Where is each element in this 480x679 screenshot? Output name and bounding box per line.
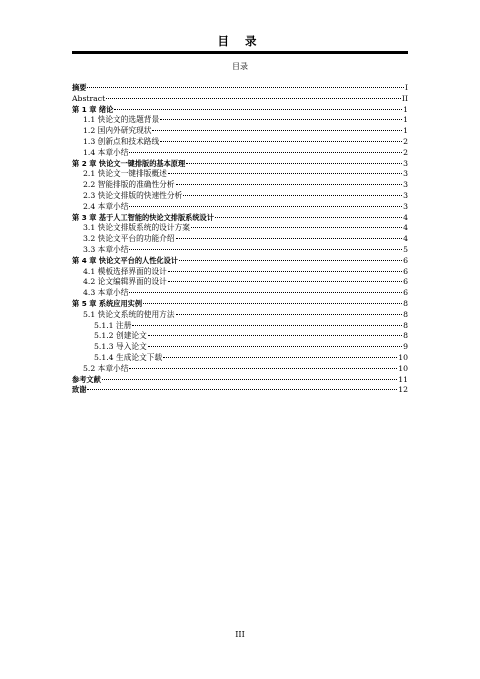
- toc-entry-label: 致谢: [72, 385, 87, 395]
- toc-entry-section-3-1[interactable]: [72, 223, 408, 234]
- toc-entry-section-1-3[interactable]: [72, 137, 408, 148]
- toc-entry-section-1-4[interactable]: [72, 148, 408, 159]
- toc-entry-label: 5.1.3 导入论文: [94, 342, 147, 352]
- toc-entry-page: 4: [403, 212, 408, 222]
- toc-entry-page: 11: [398, 374, 408, 384]
- leader-dots: [106, 98, 401, 99]
- toc-heading: 目录: [232, 62, 248, 71]
- leader-dots: [148, 346, 402, 347]
- toc-entry-section-2-1[interactable]: [72, 169, 408, 180]
- toc-entry-page: 1: [403, 126, 408, 136]
- toc-entry-page: 8: [403, 320, 408, 330]
- table-of-contents: [72, 83, 408, 396]
- toc-entry-page: 5: [403, 244, 408, 254]
- toc-entry-section-3-2[interactable]: [72, 234, 408, 245]
- toc-entry-section-2-4[interactable]: [72, 202, 408, 213]
- toc-entry-label: 5.1.4 生成论文下载: [94, 352, 163, 362]
- toc-entry-page: 3: [403, 190, 408, 200]
- toc-entry-section-5-1[interactable]: [72, 310, 408, 321]
- toc-entry-label: 5.1.2 创建论文: [94, 331, 147, 341]
- page-number: III: [235, 630, 245, 639]
- toc-entry-page: 6: [403, 277, 408, 287]
- toc-entry-page: 6: [403, 255, 408, 265]
- toc-entry-label: 1.4 本章小结: [83, 147, 129, 157]
- leader-dots: [191, 227, 402, 228]
- toc-entry-label: 5.1 快论文系统的使用方法: [83, 309, 175, 319]
- leader-dots: [183, 195, 402, 196]
- toc-entry-label: 4.3 本章小结: [83, 288, 129, 298]
- toc-entry-label: 2.4 本章小结: [83, 201, 129, 211]
- toc-entry-section-1-2[interactable]: [72, 126, 408, 137]
- leader-dots: [129, 368, 397, 369]
- toc-entry-page: 6: [403, 288, 408, 298]
- toc-entry-page: 10: [398, 363, 408, 373]
- toc-entry-acknowledgements[interactable]: [72, 385, 408, 396]
- leader-dots: [163, 357, 397, 358]
- toc-entry-section-5-2[interactable]: [72, 364, 408, 375]
- toc-entry-chapter-3[interactable]: [72, 213, 408, 224]
- toc-entry-page: 2: [403, 136, 408, 146]
- toc-entry-label: 1.2 国内外研究现状: [83, 126, 152, 136]
- toc-entry-label: 第 5 章 系统应用实例: [72, 298, 143, 308]
- leader-dots: [179, 260, 402, 261]
- toc-entry-label: 摘要: [72, 83, 87, 92]
- toc-entry-page: 8: [403, 309, 408, 319]
- leader-dots: [168, 173, 402, 174]
- toc-entry-page: 10: [398, 352, 408, 362]
- leader-dots: [152, 130, 402, 131]
- leader-dots: [129, 152, 402, 153]
- leader-dots: [114, 109, 402, 110]
- leader-dots: [132, 325, 402, 326]
- toc-entry-chapter-1[interactable]: [72, 105, 408, 116]
- toc-entry-label: 1.1 快论文的选题背景: [83, 115, 160, 125]
- toc-entry-page: 8: [403, 298, 408, 308]
- toc-entry-section-3-3[interactable]: [72, 245, 408, 256]
- toc-entry-page: 3: [403, 169, 408, 179]
- toc-entry-abstract-cn[interactable]: [72, 83, 408, 94]
- toc-entry-page: I: [404, 83, 408, 92]
- toc-entry-label: 3.1 快论文排版系统的设计方案: [83, 223, 190, 233]
- toc-entry-chapter-2[interactable]: [72, 159, 408, 170]
- toc-entry-section-2-3[interactable]: [72, 191, 408, 202]
- toc-entry-chapter-5[interactable]: [72, 299, 408, 310]
- toc-entry-page: 9: [403, 342, 408, 352]
- toc-entry-page: 12: [398, 385, 408, 395]
- leader-dots: [87, 389, 397, 390]
- toc-entry-page: 3: [403, 158, 408, 168]
- toc-entry-chapter-4[interactable]: [72, 256, 408, 267]
- toc-entry-section-4-2[interactable]: [72, 277, 408, 288]
- toc-entry-label: 2.3 快论文排版的快速性分析: [83, 190, 183, 200]
- toc-entry-page: 3: [403, 201, 408, 211]
- leader-dots: [87, 87, 404, 88]
- toc-entry-label: 5.1.1 注册: [94, 320, 132, 330]
- leader-dots: [160, 119, 402, 120]
- toc-entry-label: 2.1 快论文一键排版概述: [83, 169, 167, 179]
- leader-dots: [176, 238, 403, 239]
- leader-dots: [168, 281, 402, 282]
- toc-entry-page: 1: [403, 104, 408, 114]
- leader-dots: [129, 292, 402, 293]
- leader-dots: [160, 141, 402, 142]
- toc-entry-label: 4.1 模板选择界面的设计: [83, 266, 167, 276]
- leader-dots: [168, 271, 402, 272]
- leader-dots: [129, 249, 402, 250]
- leader-dots: [143, 303, 402, 304]
- toc-entry-section-5-1-2[interactable]: [72, 331, 408, 342]
- toc-entry-references[interactable]: [72, 375, 408, 386]
- toc-entry-section-1-1[interactable]: [72, 115, 408, 126]
- toc-entry-label: 第 4 章 快论文平台的人性化设计: [72, 255, 178, 265]
- toc-entry-label: 第 3 章 基于人工智能的快论文排版系统设计: [72, 212, 214, 222]
- leader-dots: [129, 206, 402, 207]
- toc-entry-label: 2.2 智能排版的准确性分析: [83, 180, 175, 190]
- leader-dots: [176, 184, 403, 185]
- toc-entry-section-4-1[interactable]: [72, 267, 408, 278]
- toc-entry-section-5-1-1[interactable]: [72, 321, 408, 332]
- toc-entry-abstract-en[interactable]: [72, 94, 408, 105]
- toc-entry-page: 2: [403, 147, 408, 157]
- toc-entry-section-2-2[interactable]: [72, 180, 408, 191]
- toc-entry-page: 8: [403, 331, 408, 341]
- toc-entry-label: 第 2 章 快论文一键排版的基本原理: [72, 158, 186, 168]
- toc-entry-label: Abstract: [72, 93, 106, 103]
- leader-dots: [215, 217, 402, 218]
- toc-entry-label: 3.2 快论文平台的功能介绍: [83, 234, 175, 244]
- toc-entry-page: 1: [403, 115, 408, 125]
- leader-dots: [102, 379, 397, 380]
- toc-entry-section-5-1-3[interactable]: [72, 342, 408, 353]
- toc-entry-page: II: [401, 93, 408, 103]
- leader-dots: [148, 335, 402, 336]
- toc-entry-page: 6: [403, 266, 408, 276]
- toc-entry-section-4-3[interactable]: [72, 288, 408, 299]
- leader-dots: [176, 314, 403, 315]
- toc-entry-label: 第 1 章 绪论: [72, 104, 114, 114]
- toc-entry-label: 5.2 本章小结: [83, 363, 129, 373]
- toc-entry-section-5-1-4[interactable]: [72, 353, 408, 364]
- toc-entry-label: 1.3 创新点和技术路线: [83, 136, 160, 146]
- toc-entry-label: 4.2 论文编辑界面的设计: [83, 277, 167, 287]
- header-rule: [72, 51, 408, 54]
- leader-dots: [186, 163, 402, 164]
- running-header-title: 目 录: [217, 34, 263, 48]
- toc-entry-label: 参考文献: [72, 374, 101, 384]
- toc-entry-page: 3: [403, 180, 408, 190]
- toc-entry-page: 4: [403, 223, 408, 233]
- toc-entry-page: 4: [403, 234, 408, 244]
- toc-entry-label: 3.3 本章小结: [83, 244, 129, 254]
